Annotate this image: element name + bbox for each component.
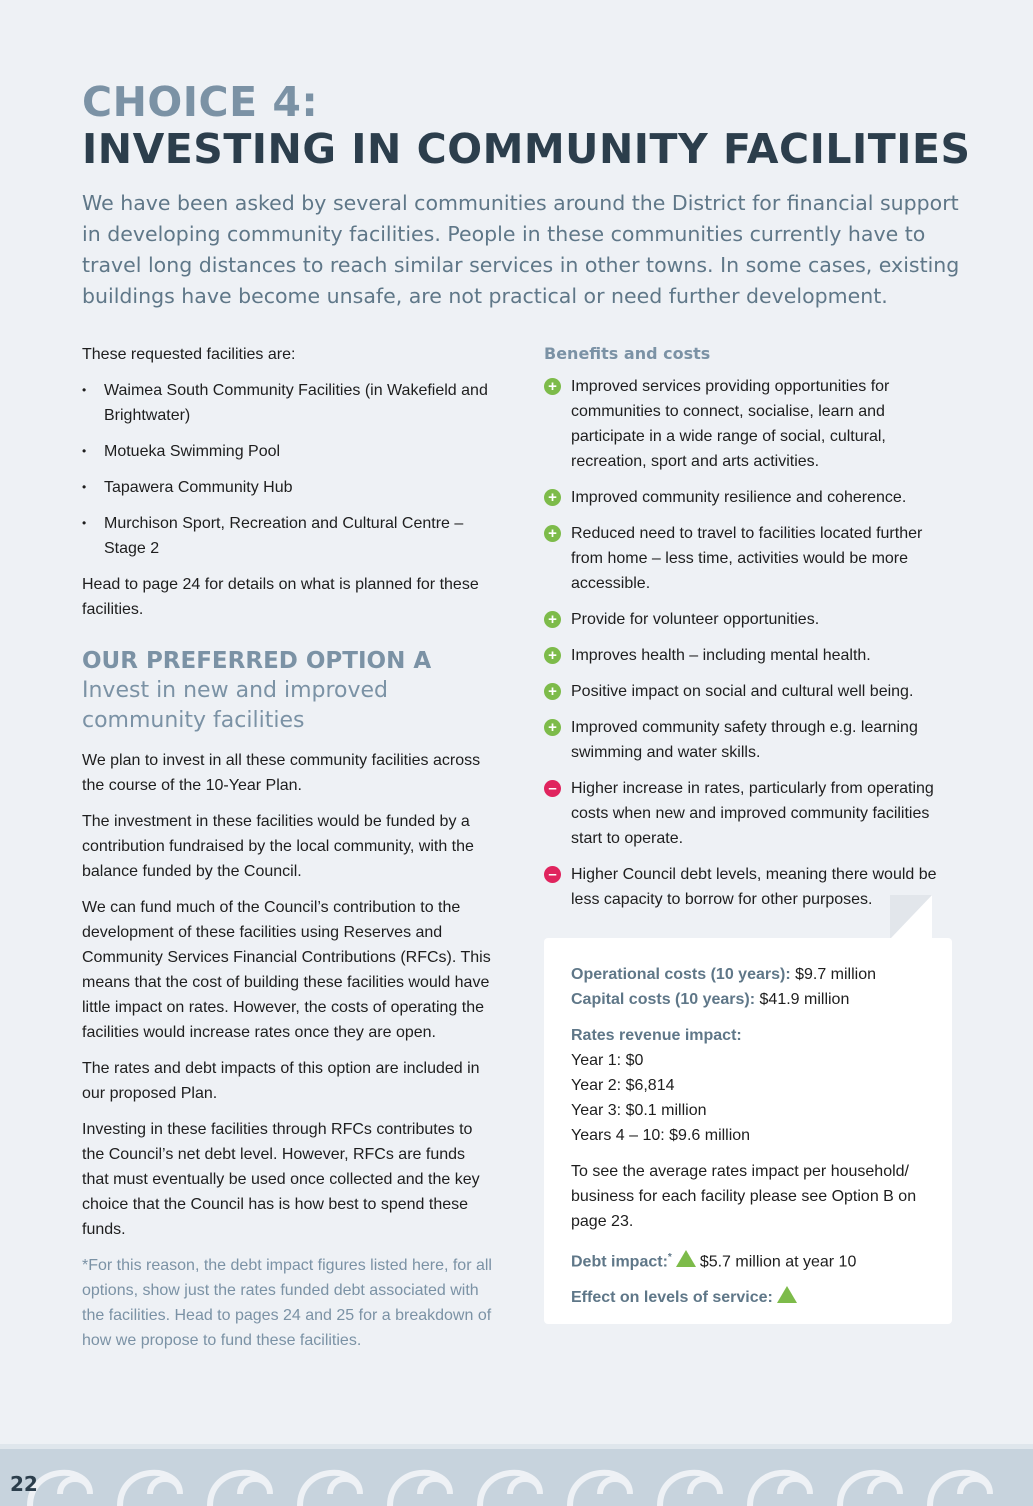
head-to-text: Head to page 24 for details on what is planned for these facilities. <box>82 576 479 618</box>
option-subheading: Invest in new and improved community facilities <box>82 678 389 733</box>
right-column <box>544 342 956 923</box>
intro-paragraph: We have been asked by several communities around the District for financial support in developing community facilities. People in these communities currently have to travel long distances to reach similar services in other towns. In some cases, existing buildings have become unsafe, are not practical or need further development. <box>82 191 960 308</box>
minus-icon: – <box>544 780 561 797</box>
facilities-lead: These requested facilities are: <box>82 346 296 363</box>
debt-impact: Debt impact:* $5.7 million at year 10 <box>571 1252 857 1271</box>
paragraph: We plan to invest in all these community facilities across the course of the 10-Year Plan. <box>82 752 481 794</box>
list-item: • Tapawera Community Hub <box>82 475 494 500</box>
benefits-costs-list <box>544 374 956 912</box>
list-item: • Motueka Swimming Pool <box>82 439 494 464</box>
list-item: + Improved services providing opportunities for communities to connect, socialise, learn and participate in a wide range of social, cultural, recreation, sport and arts activities. <box>544 374 956 474</box>
paragraph: The rates and debt impacts of this option are included in our proposed Plan. <box>82 1060 480 1102</box>
operational-costs: Operational costs (10 years): $9.7 million <box>571 966 877 983</box>
list-item: + Provide for volunteer opportunities. <box>544 607 956 632</box>
cost-summary-card <box>544 938 952 1324</box>
capital-costs: Capital costs (10 years): $41.9 million <box>571 991 850 1008</box>
benefits-costs-heading: Benefits and costs <box>544 344 711 363</box>
rates-year: Year 1: $0 <box>571 1052 644 1069</box>
plus-icon: + <box>544 647 561 664</box>
list-item: + Positive impact on social and cultural well being. <box>544 679 956 704</box>
rates-year: Year 3: $0.1 million <box>571 1102 707 1119</box>
plus-icon: + <box>544 719 561 736</box>
facilities-list <box>82 378 494 561</box>
card-fold-shadow <box>890 895 932 939</box>
list-item: + Reduced need to travel to facilities located further from home – less time, activities would be more accessible. <box>544 521 956 596</box>
average-rates-text: To see the average rates impact per household/ business for each facility please see Option B on page 23. <box>571 1163 917 1230</box>
koru-pattern-icon <box>0 1444 1033 1506</box>
plus-icon: + <box>544 683 561 700</box>
footnote: *For this reason, the debt impact figures listed here, for all options, show just the rates funded debt associated with the facilities. Head to pages 24 and 25 for a breakdown of how we propose to fund these facilities. <box>82 1257 492 1349</box>
rates-impact-label: Rates revenue impact: <box>571 1027 742 1044</box>
left-column <box>82 342 494 1353</box>
minus-icon: – <box>544 866 561 883</box>
up-triangle-icon <box>777 1286 797 1303</box>
list-item: – Higher Council debt levels, meaning there would be less capacity to borrow for other purposes. <box>544 862 956 912</box>
page-number: 22 <box>10 1472 38 1496</box>
list-item: + Improves health – including mental health. <box>544 643 956 668</box>
page-title-line1: CHOICE 4: <box>82 78 319 126</box>
list-item: • Murchison Sport, Recreation and Cultural Centre – Stage 2 <box>82 511 494 561</box>
paragraph: Investing in these facilities through RFCs contributes to the Council’s net debt level. However, RFCs are funds that must eventually be used once collected and the key choice that the Council has is how best to spend these funds. <box>82 1121 480 1238</box>
list-item: + Improved community resilience and coherence. <box>544 485 956 510</box>
footer-pattern <box>0 1444 1033 1506</box>
plus-icon: + <box>544 611 561 628</box>
rates-year: Year 2: $6,814 <box>571 1077 675 1094</box>
list-item: • Waimea South Community Facilities (in Wakefield and Brightwater) <box>82 378 494 428</box>
list-item: – Higher increase in rates, particularly from operating costs when new and improved community facilities start to operate. <box>544 776 956 851</box>
service-effect: Effect on levels of service: <box>571 1285 926 1310</box>
up-triangle-icon <box>676 1250 696 1267</box>
option-heading: OUR PREFERRED OPTION A <box>82 648 432 674</box>
rates-year: Years 4 – 10: $9.6 million <box>571 1127 751 1144</box>
paragraph: We can fund much of the Council’s contribution to the development of these facilities using Reserves and Community Services Financial Contributions (RFCs). This means that the cost of building these facilities would have little impact on rates. However, the costs of operating the facilities would increase rates once they are open. <box>82 899 491 1041</box>
plus-icon: + <box>544 489 561 506</box>
list-item: + Improved community safety through e.g. learning swimming and water skills. <box>544 715 956 765</box>
page-title-line2: INVESTING IN COMMUNITY FACILITIES <box>82 125 971 173</box>
plus-icon: + <box>544 525 561 542</box>
paragraph: The investment in these facilities would be funded by a contribution fundraised by the local community, with the balance funded by the Council. <box>82 813 474 880</box>
plus-icon: + <box>544 378 561 395</box>
